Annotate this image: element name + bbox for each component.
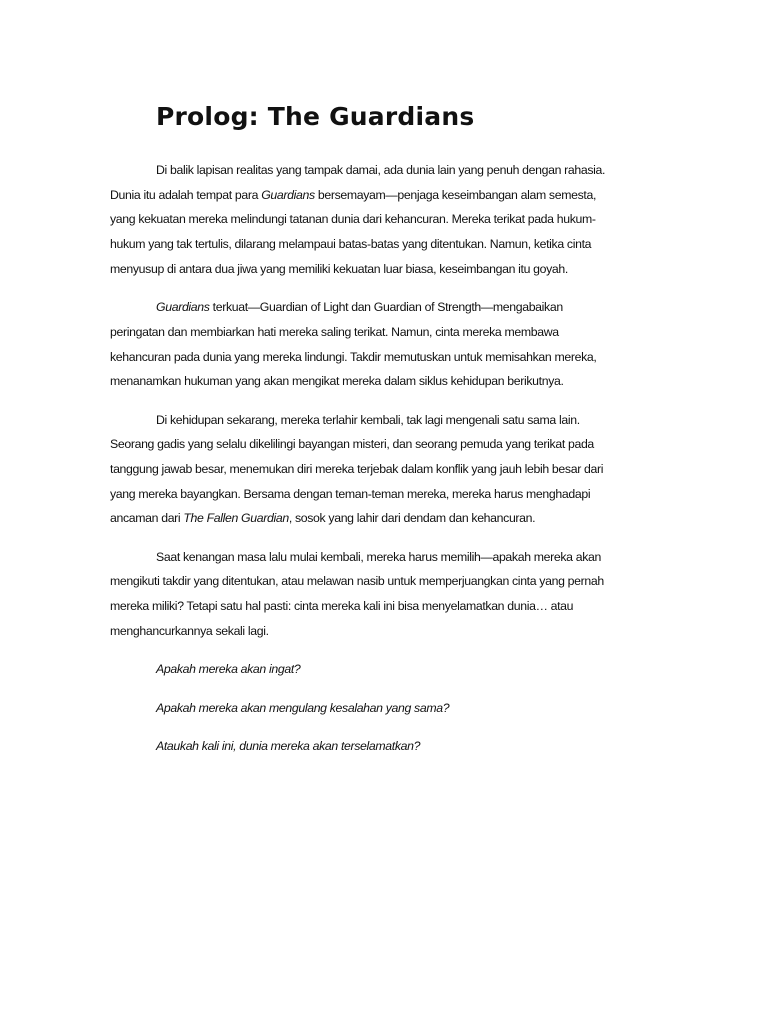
paragraph-1 <box>110 158 615 282</box>
paragraph-3-text-a: Di kehidupan sekarang, mereka terlahir kembali, tak lagi mengenali satu sama lain. Seorang gadis yang selalu dikelilingi bayangan misteri, dan seorang pemuda yang terikat pada tanggung jawab besar, menemukan diri mereka terjebak dalam konflik yang jauh lebih besar dari yang mereka bayangkan. Bersama dengan teman-teman mereka, mereka harus menghadapi ancaman dari <box>110 412 604 526</box>
page-title: Prolog: The Guardians <box>156 102 475 131</box>
question-2: Apakah mereka akan mengulang kesalahan yang sama? <box>156 700 450 715</box>
paragraph-1-emphasis: Guardians <box>261 187 315 202</box>
paragraph-4: Saat kenangan masa lalu mulai kembali, mereka harus memilih—apakah mereka akan mengikuti takdir yang ditentukan, atau melawan nasib untuk memperjuangkan cinta yang pernah mereka miliki? Tetapi satu hal pasti: cinta mereka kali ini bisa menyelamatkan dunia… atau menghancurkannya sekali lagi. <box>110 549 604 638</box>
paragraph-2-emphasis: Guardians <box>156 300 210 315</box>
question-1: Apakah mereka akan ingat? <box>156 662 301 677</box>
document-page <box>110 100 615 773</box>
paragraph-2 <box>110 295 615 394</box>
paragraph-3 <box>110 408 615 532</box>
question-3: Ataukah kali ini, dunia mereka akan terselamatkan? <box>156 739 421 754</box>
paragraph-1-text-b: bersemayam—penjaga keseimbangan alam semesta, yang kekuatan mereka melindungi tatanan dunia dari kehancuran. Mereka terikat pada hukum-hukum yang tak tertulis, dilarang melampaui batas-batas yang ditentukan. Namun, ketika cinta menyusup di antara dua jiwa yang memiliki kekuatan luar biasa, keseimbangan itu goyah. <box>110 187 597 276</box>
paragraph-3-text-b: , sosok yang lahir dari dendam dan kehancuran. <box>288 511 536 526</box>
paragraph-1-text-a: Di balik lapisan realitas yang tampak damai, ada dunia lain yang penuh dengan rahasia. Dunia itu adalah tempat para <box>110 163 606 202</box>
prologue-body <box>110 158 615 759</box>
paragraph-3-emphasis: The Fallen Guardian <box>183 511 289 526</box>
paragraph-2-text-b: terkuat—Guardian of Light dan Guardian of Strength—mengabaikan peringatan dan membiarkan hati mereka saling terikat. Namun, cinta mereka membawa kehancuran pada dunia yang mereka lindungi. Takdir memutuskan untuk memisahkan mereka, menanamkan hukuman yang akan mengikat mereka dalam siklus kehidupan berikutnya. <box>110 300 597 389</box>
